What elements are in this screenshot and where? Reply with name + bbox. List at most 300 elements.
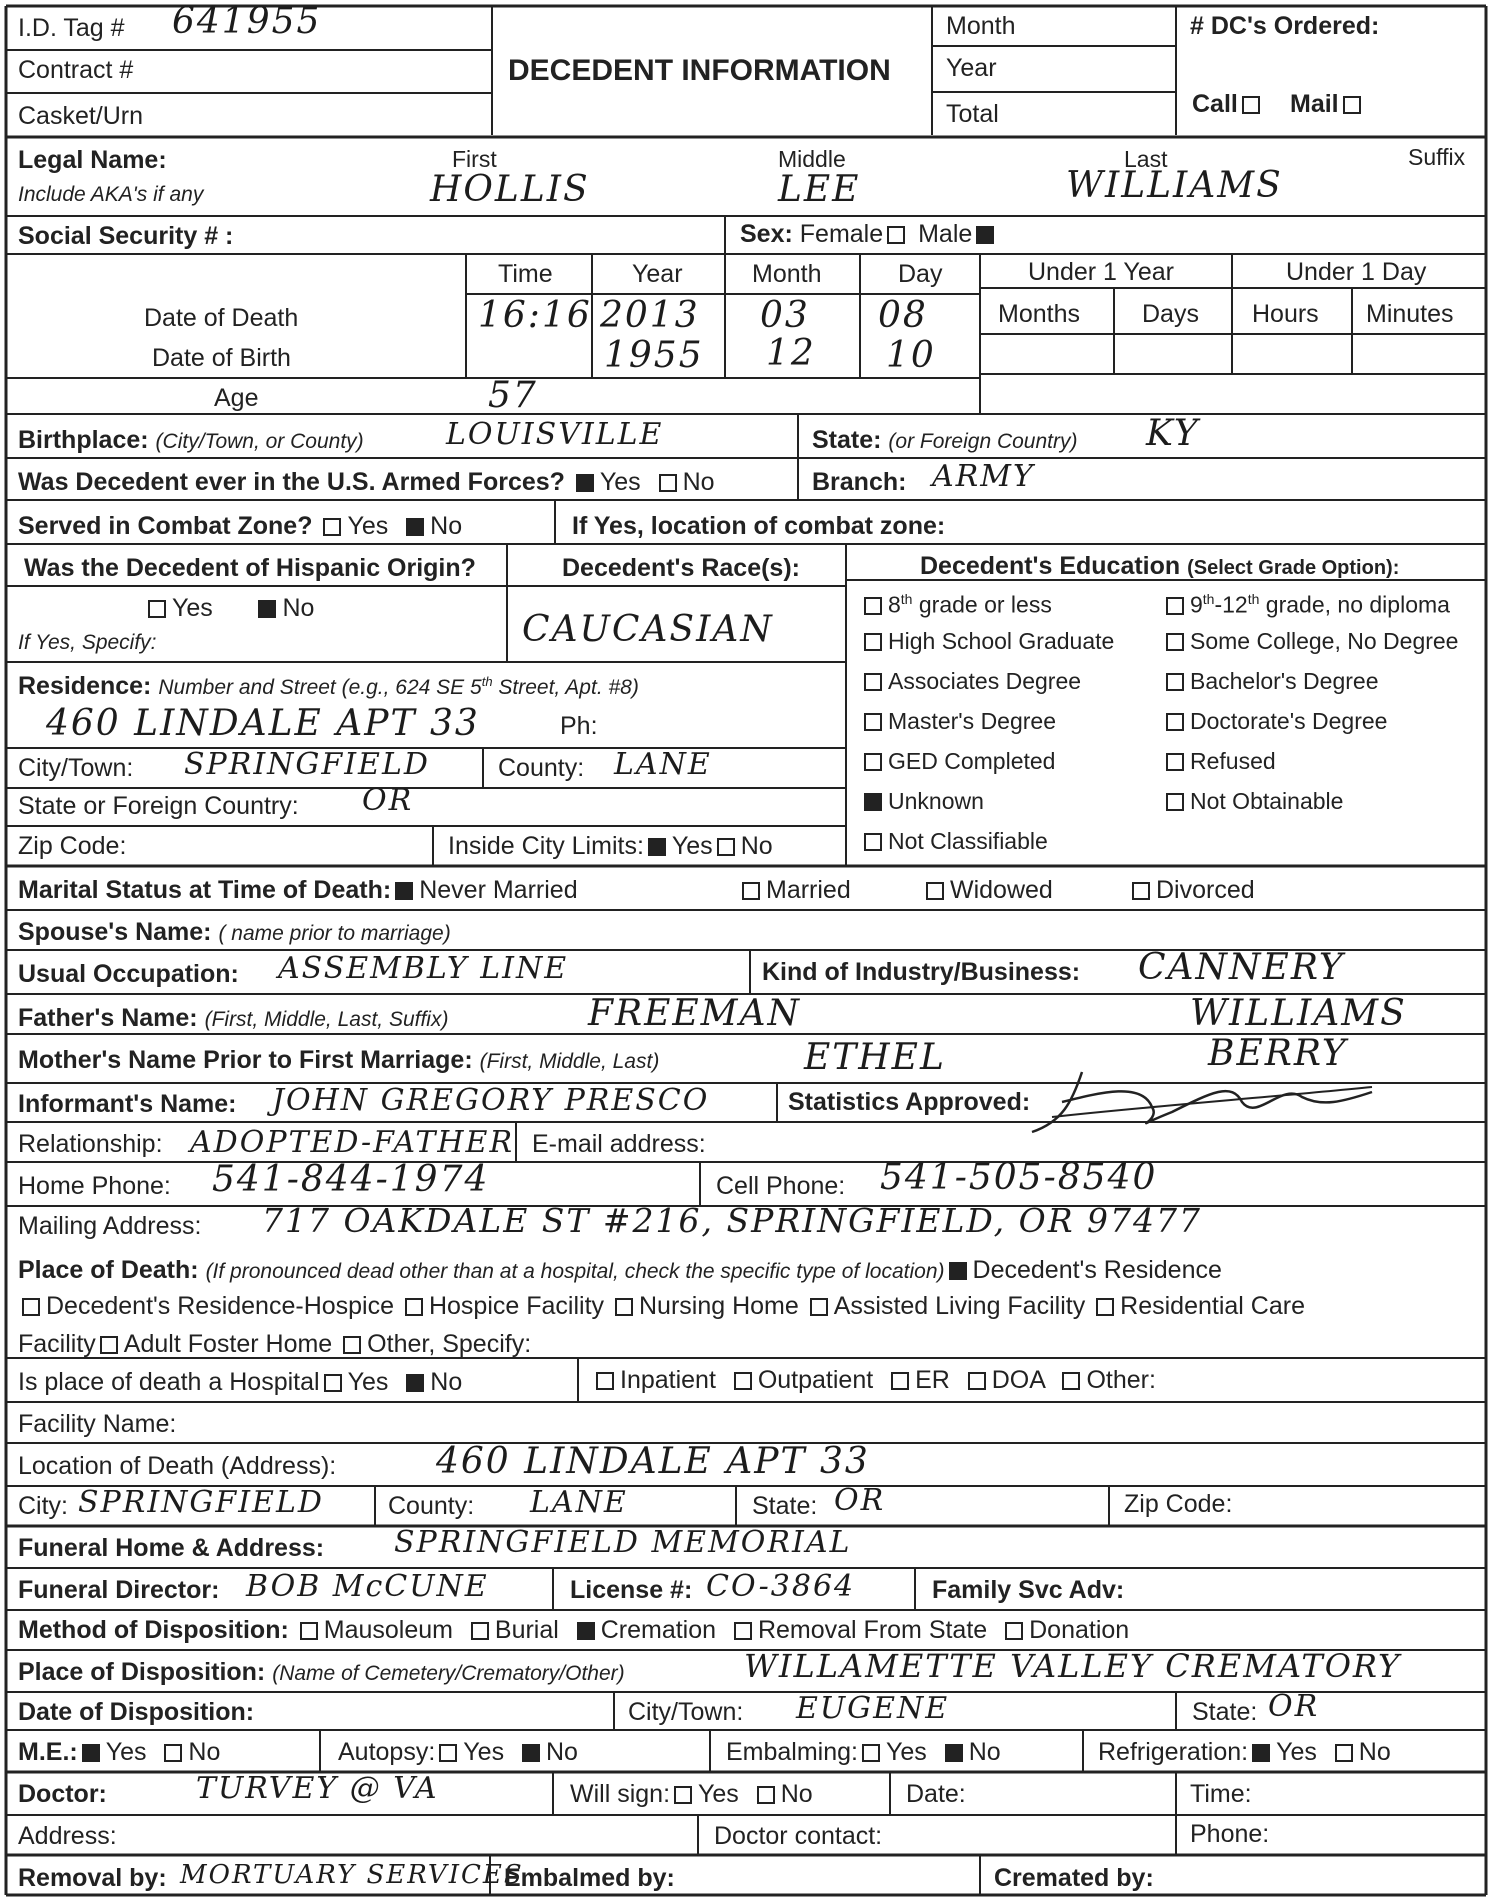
- hospital-no-label: No: [430, 1368, 463, 1396]
- disposition-city-value[interactable]: EUGENE: [796, 1691, 950, 1726]
- death-year-value[interactable]: 2013: [600, 295, 700, 336]
- edu-not-classifiable-checkbox[interactable]: [864, 833, 882, 851]
- autopsy-no-label: No: [545, 1738, 578, 1766]
- aka-note: Include AKA's if any: [18, 183, 204, 206]
- widowed-label: Widowed: [950, 876, 1053, 904]
- cremation-checkbox[interactable]: [577, 1622, 595, 1640]
- widowed-checkbox[interactable]: [926, 882, 944, 900]
- father-label: Father's Name:: [18, 1004, 198, 1032]
- edu-masters[interactable]: [860, 710, 1056, 733]
- birthplace-value[interactable]: LOUISVILLE: [446, 417, 664, 452]
- will-sign-field: [570, 1782, 813, 1807]
- refrigeration-yes-label: Yes: [1276, 1738, 1317, 1766]
- cremated-by-label: Cremated by:: [994, 1864, 1154, 1892]
- disposition-method-field: [18, 1618, 1129, 1643]
- combat-yes-label: Yes: [347, 512, 389, 540]
- will-sign-yes-checkbox[interactable]: [674, 1786, 692, 1804]
- branch-label: Branch:: [812, 468, 907, 496]
- relationship-value[interactable]: ADOPTED-FATHER: [190, 1125, 515, 1160]
- refrigeration-yes-checkbox[interactable]: [1252, 1744, 1270, 1762]
- month-header: Month: [752, 260, 822, 288]
- edu-unknown-checkbox[interactable]: [864, 793, 882, 811]
- edu-9-12-checkbox[interactable]: [1166, 597, 1184, 615]
- edu-8th-grade[interactable]: [860, 592, 1052, 617]
- edu-refused[interactable]: [1162, 750, 1276, 773]
- embalming-yes-label: Yes: [886, 1738, 927, 1766]
- edu-8th-num: 8: [888, 591, 901, 618]
- embalming-no-checkbox[interactable]: [945, 1744, 963, 1762]
- informant-value[interactable]: JOHN GREGORY PRESCO: [272, 1083, 710, 1118]
- residence-note: [158, 676, 639, 699]
- education-note: (Select Grade Option):: [1187, 557, 1400, 579]
- place-of-death-field: [18, 1258, 1222, 1283]
- mail-label: Mail: [1290, 90, 1339, 118]
- hispanic-yes-checkbox[interactable]: [148, 600, 166, 618]
- edu-not-classifiable[interactable]: [860, 830, 1048, 853]
- residence-street-value[interactable]: 460 LINDALE APT 33: [46, 703, 480, 744]
- hispanic-no-label: No: [282, 594, 315, 622]
- edu-associates-checkbox[interactable]: [864, 673, 882, 691]
- id-tag-label: I.D. Tag #: [18, 14, 125, 42]
- never-married-checkbox[interactable]: [395, 882, 413, 900]
- residence-phone-label: Ph:: [560, 712, 598, 740]
- combat-field: [18, 514, 462, 539]
- residence-zip-label: Zip Code:: [18, 832, 127, 860]
- spouse-field: [18, 920, 451, 945]
- cell-phone-label: Cell Phone:: [716, 1172, 846, 1200]
- edu-12-num: -12: [1214, 591, 1248, 618]
- race-label: Decedent's Race(s):: [562, 554, 800, 582]
- father-field: [18, 1006, 448, 1031]
- branch-value[interactable]: ARMY: [932, 459, 1035, 494]
- burial-label: Burial: [494, 1616, 559, 1644]
- mother-last-value[interactable]: BERRY: [1208, 1033, 1348, 1074]
- disposition-state-value[interactable]: OR: [1268, 1689, 1320, 1724]
- edu-8th-sup: th: [900, 591, 913, 607]
- birth-month-value[interactable]: 12: [766, 333, 816, 374]
- birthplace-field: [18, 428, 364, 453]
- removal-from-state-checkbox[interactable]: [734, 1622, 752, 1640]
- residence-field: [18, 674, 639, 699]
- casket-label: Casket/Urn: [18, 102, 144, 130]
- edu-refused-label: Refused: [1190, 748, 1276, 774]
- doctor-contact-label: Doctor contact:: [714, 1822, 883, 1850]
- married-checkbox[interactable]: [742, 882, 760, 900]
- armed-forces-question: Was Decedent ever in the U.S. Armed Forces?: [18, 468, 565, 496]
- adult-foster-label: Adult Foster Home: [123, 1330, 333, 1358]
- mailing-address-value[interactable]: 717 OAKDALE ST #216, SPRINGFIELD, OR 97477: [262, 1201, 1203, 1240]
- married-option[interactable]: [738, 878, 851, 903]
- father-last-value[interactable]: WILLIAMS: [1190, 993, 1407, 1034]
- disposition-city-label: City/Town:: [628, 1698, 744, 1726]
- assisted-living-label: Assisted Living Facility: [833, 1292, 1086, 1320]
- birth-state-label: State:: [812, 426, 882, 454]
- edu-unknown[interactable]: [860, 790, 984, 813]
- female-label: Female: [799, 220, 884, 248]
- autopsy-label: Autopsy:: [338, 1738, 436, 1766]
- doctor-label: Doctor:: [18, 1780, 107, 1808]
- autopsy-yes-label: Yes: [463, 1738, 505, 1766]
- middle-name-value[interactable]: LEE: [778, 169, 861, 210]
- disposition-place-note: (Name of Cemetery/Crematory/Other): [272, 1662, 625, 1685]
- location-city-value[interactable]: SPRINGFIELD: [78, 1485, 324, 1520]
- refrigeration-label: Refrigeration:: [1098, 1738, 1249, 1766]
- edu-9-num: 9: [1190, 591, 1203, 618]
- residential-care-label: Residential Care: [1120, 1292, 1305, 1320]
- edu-ged-checkbox[interactable]: [864, 753, 882, 771]
- location-of-death-label: Location of Death (Address):: [18, 1452, 337, 1480]
- nursing-home-label: Nursing Home: [638, 1292, 799, 1320]
- death-time-value[interactable]: 16:16: [478, 295, 592, 336]
- informant-label: Informant's Name:: [18, 1090, 237, 1118]
- edu-doctorate[interactable]: [1162, 710, 1387, 733]
- year-label: Year: [946, 54, 997, 82]
- embalmed-by-label: Embalmed by:: [504, 1864, 675, 1892]
- id-tag-value[interactable]: 641955: [172, 1, 322, 42]
- armed-yes-checkbox[interactable]: [576, 474, 594, 492]
- minutes-header: Minutes: [1366, 300, 1454, 328]
- call-option[interactable]: [1192, 92, 1266, 117]
- widowed-option[interactable]: [922, 878, 1053, 903]
- residence-note-sup: th: [481, 674, 493, 689]
- statistics-approved-label: Statistics Approved:: [788, 1088, 1031, 1116]
- armed-no-checkbox[interactable]: [659, 474, 677, 492]
- call-label: Call: [1192, 90, 1238, 118]
- doctor-date-label: Date:: [906, 1780, 966, 1808]
- edu-masters-label: Master's Degree: [888, 708, 1057, 734]
- me-no-checkbox[interactable]: [164, 1744, 182, 1762]
- armed-yes-label: Yes: [599, 468, 641, 496]
- other-specify-label: Other, Specify:: [367, 1330, 532, 1358]
- hours-header: Hours: [1252, 300, 1319, 328]
- location-city-label: City:: [18, 1492, 68, 1520]
- edu-ged-label: GED Completed: [888, 748, 1056, 774]
- location-state-value[interactable]: OR: [834, 1483, 886, 1518]
- first-name-value[interactable]: HOLLIS: [430, 169, 590, 210]
- donation-label: Donation: [1029, 1616, 1130, 1644]
- city-limits-no-checkbox[interactable]: [717, 838, 735, 856]
- email-label: E-mail address:: [532, 1130, 706, 1158]
- hospital-no-checkbox[interactable]: [406, 1374, 424, 1392]
- birth-state-note: (or Foreign Country): [888, 430, 1078, 453]
- father-note: (First, Middle, Last, Suffix): [204, 1008, 449, 1031]
- residence-city-value[interactable]: SPRINGFIELD: [184, 747, 430, 782]
- hispanic-specify: If Yes, Specify:: [18, 631, 157, 654]
- occupation-label: Usual Occupation:: [18, 960, 239, 988]
- autopsy-field: [338, 1740, 578, 1765]
- hospice-facility-checkbox[interactable]: [405, 1298, 423, 1316]
- middle-name-label: Middle: [778, 146, 846, 172]
- other-specify-checkbox[interactable]: [343, 1336, 361, 1354]
- residence-city-label: City/Town:: [18, 754, 134, 782]
- location-county-label: County:: [388, 1492, 475, 1520]
- call-checkbox[interactable]: [1242, 96, 1260, 114]
- never-married-label: Never Married: [419, 876, 578, 904]
- assisted-living-checkbox[interactable]: [810, 1298, 828, 1316]
- birthplace-label: Birthplace:: [18, 426, 149, 454]
- under-1-year-header: Under 1 Year: [1028, 258, 1174, 286]
- hospital-yes-label: Yes: [347, 1368, 389, 1396]
- other-hospital-label: Other:: [1086, 1366, 1156, 1394]
- inpatient-checkbox[interactable]: [596, 1372, 614, 1390]
- residence-county-value[interactable]: LANE: [614, 747, 712, 782]
- edu-not-obtainable-checkbox[interactable]: [1166, 793, 1184, 811]
- ssn-label: Social Security # :: [18, 222, 234, 250]
- edu-9-12-text: grade, no diploma: [1259, 591, 1450, 618]
- statistics-signature-image: [1022, 1062, 1382, 1142]
- autopsy-yes-checkbox[interactable]: [439, 1744, 457, 1762]
- legal-name-label: Legal Name:: [18, 146, 167, 174]
- hispanic-no-checkbox[interactable]: [258, 600, 276, 618]
- hospital-field: [18, 1370, 462, 1395]
- embalming-label: Embalming:: [726, 1738, 858, 1766]
- edu-refused-checkbox[interactable]: [1166, 753, 1184, 771]
- outpatient-label: Outpatient: [757, 1366, 874, 1394]
- refrigeration-field: [1098, 1740, 1391, 1765]
- last-name-value[interactable]: WILLIAMS: [1066, 165, 1283, 206]
- will-sign-no-checkbox[interactable]: [757, 1786, 775, 1804]
- edu-some-college[interactable]: [1162, 630, 1458, 653]
- funeral-director-label: Funeral Director:: [18, 1576, 220, 1604]
- place-of-death-options: [18, 1294, 1305, 1319]
- edu-9-sup: th: [1202, 591, 1215, 607]
- edu-associates[interactable]: [860, 670, 1081, 693]
- burial-checkbox[interactable]: [471, 1622, 489, 1640]
- disposition-method-label: Method of Disposition:: [18, 1616, 289, 1644]
- location-state-label: State:: [752, 1492, 818, 1520]
- doa-label: DOA: [991, 1366, 1045, 1394]
- armed-forces-field: [18, 470, 715, 495]
- adult-foster-checkbox[interactable]: [100, 1336, 118, 1354]
- birth-year-value[interactable]: 1955: [604, 335, 704, 376]
- residence-label: Residence:: [18, 672, 152, 700]
- edu-masters-checkbox[interactable]: [864, 713, 882, 731]
- married-label: Married: [766, 876, 851, 904]
- me-field: [18, 1740, 220, 1765]
- er-checkbox[interactable]: [891, 1372, 909, 1390]
- decedent-residence-checkbox[interactable]: [949, 1262, 967, 1280]
- under-1-day-header: Under 1 Day: [1286, 258, 1427, 286]
- disposition-place-field: [18, 1660, 625, 1685]
- home-phone-value[interactable]: 541-844-1974: [212, 1159, 490, 1200]
- death-month-value[interactable]: 03: [760, 295, 810, 336]
- residence-hospice-label: Decedent's Residence-Hospice: [46, 1292, 395, 1320]
- funeral-home-value[interactable]: SPRINGFIELD MEMORIAL: [394, 1525, 852, 1560]
- city-limits-label: Inside City Limits:: [448, 832, 644, 860]
- removal-from-state-label: Removal From State: [757, 1616, 988, 1644]
- refrigeration-no-checkbox[interactable]: [1335, 1744, 1353, 1762]
- last-name-label: Last: [1124, 146, 1168, 172]
- education-heading: [920, 554, 1399, 579]
- sex-field: [740, 222, 1000, 247]
- edu-not-obtainable-label: Not Obtainable: [1190, 788, 1344, 814]
- combat-no-label: No: [430, 512, 463, 540]
- edu-12-sup: th: [1247, 591, 1260, 607]
- age-value[interactable]: 57: [488, 375, 538, 416]
- relationship-label: Relationship:: [18, 1130, 163, 1158]
- age-label: Age: [214, 384, 259, 412]
- residence-state-label: State or Foreign Country:: [18, 792, 299, 820]
- suffix-label: Suffix: [1408, 144, 1466, 170]
- marital-label: Marital Status at Time of Death:: [18, 876, 392, 904]
- divorced-checkbox[interactable]: [1132, 882, 1150, 900]
- father-first-value[interactable]: FREEMAN: [588, 993, 802, 1034]
- edu-some-college-checkbox[interactable]: [1166, 633, 1184, 651]
- embalming-no-label: No: [968, 1738, 1001, 1766]
- facility-word: Facility: [18, 1330, 96, 1358]
- disposition-date-label: Date of Disposition:: [18, 1698, 255, 1726]
- will-sign-label: Will sign:: [570, 1780, 671, 1808]
- year-header: Year: [632, 260, 683, 288]
- divorced-option[interactable]: [1128, 878, 1255, 903]
- birth-state-value[interactable]: KY: [1146, 413, 1200, 454]
- birth-day-value[interactable]: 10: [886, 335, 936, 376]
- sex-label: Sex:: [740, 220, 793, 248]
- hispanic-options: [144, 596, 314, 621]
- edu-some-college-label: Some College, No Degree: [1190, 628, 1459, 654]
- mausoleum-label: Mausoleum: [323, 1616, 453, 1644]
- doctor-time-label: Time:: [1190, 1780, 1252, 1808]
- edu-bachelors-checkbox[interactable]: [1166, 673, 1184, 691]
- edu-doctorate-label: Doctorate's Degree: [1190, 708, 1388, 734]
- me-yes-label: Yes: [105, 1738, 147, 1766]
- edu-unknown-label: Unknown: [888, 788, 984, 814]
- funeral-director-value[interactable]: BOB McCUNE: [246, 1569, 489, 1604]
- removal-by-label: Removal by:: [18, 1864, 167, 1892]
- combat-question: Served in Combat Zone?: [18, 512, 313, 540]
- female-checkbox[interactable]: [887, 226, 905, 244]
- occupation-value[interactable]: ASSEMBLY LINE: [278, 951, 569, 986]
- facility-name-label: Facility Name:: [18, 1410, 177, 1438]
- dc-ordered-label: # DC's Ordered:: [1190, 12, 1380, 40]
- me-no-label: No: [188, 1738, 221, 1766]
- date-of-death-label: Date of Death: [144, 304, 299, 332]
- mail-option[interactable]: [1290, 92, 1367, 117]
- combat-no-checkbox[interactable]: [406, 518, 424, 536]
- license-value[interactable]: CO-3864: [706, 1569, 856, 1604]
- months-header: Months: [998, 300, 1080, 328]
- contract-label: Contract #: [18, 56, 134, 84]
- decedent-residence-label: Decedent's Residence: [972, 1256, 1222, 1284]
- disposition-place-value[interactable]: WILLAMETTE VALLEY CREMATORY: [744, 1647, 1402, 1685]
- city-limits-yes-checkbox[interactable]: [648, 838, 666, 856]
- edu-9-12-grade[interactable]: [1162, 592, 1450, 617]
- embalming-yes-checkbox[interactable]: [862, 1744, 880, 1762]
- city-limits-field: [448, 834, 773, 859]
- other-hospital-checkbox[interactable]: [1062, 1372, 1080, 1390]
- inpatient-label: Inpatient: [620, 1366, 716, 1394]
- mailing-address-label: Mailing Address:: [18, 1212, 202, 1240]
- hospice-facility-label: Hospice Facility: [428, 1292, 605, 1320]
- mausoleum-checkbox[interactable]: [300, 1622, 318, 1640]
- combat-location-label: If Yes, location of combat zone:: [572, 512, 946, 540]
- total-label: Total: [946, 100, 999, 128]
- edu-bachelors[interactable]: [1162, 670, 1379, 693]
- me-label: M.E.:: [18, 1738, 78, 1766]
- mail-checkbox[interactable]: [1343, 96, 1361, 114]
- will-sign-no-label: No: [780, 1780, 813, 1808]
- nursing-home-checkbox[interactable]: [615, 1298, 633, 1316]
- outpatient-checkbox[interactable]: [734, 1372, 752, 1390]
- spouse-note: ( name prior to marriage): [218, 922, 451, 945]
- edu-not-obtainable[interactable]: [1162, 790, 1343, 813]
- edu-associates-label: Associates Degree: [888, 668, 1082, 694]
- hospital-type-options: [592, 1368, 1156, 1393]
- doctor-address-label: Address:: [18, 1822, 117, 1850]
- birth-state-field: [812, 428, 1077, 453]
- city-limits-yes-label: Yes: [671, 832, 713, 860]
- marital-field: [18, 878, 578, 903]
- place-of-death-label: Place of Death:: [18, 1256, 199, 1284]
- armed-no-label: No: [682, 468, 715, 496]
- edu-high-school-checkbox[interactable]: [864, 633, 882, 651]
- time-header: Time: [498, 260, 553, 288]
- me-yes-checkbox[interactable]: [82, 1744, 100, 1762]
- education-title: Decedent's Education: [920, 552, 1181, 580]
- doa-checkbox[interactable]: [968, 1372, 986, 1390]
- day-header: Day: [898, 260, 943, 288]
- edu-high-school-label: High School Graduate: [888, 628, 1115, 654]
- hispanic-yes-label: Yes: [172, 594, 213, 622]
- death-day-value[interactable]: 08: [878, 295, 928, 336]
- home-phone-label: Home Phone:: [18, 1172, 171, 1200]
- edu-doctorate-checkbox[interactable]: [1166, 713, 1184, 731]
- location-county-value[interactable]: LANE: [530, 1485, 628, 1520]
- doctor-phone-label: Phone:: [1190, 1820, 1270, 1848]
- date-of-birth-label: Date of Birth: [152, 344, 291, 372]
- family-svc-adv-label: Family Svc Adv:: [932, 1576, 1125, 1604]
- combat-yes-checkbox[interactable]: [323, 518, 341, 536]
- edu-8th-grade-checkbox[interactable]: [864, 597, 882, 615]
- spouse-label: Spouse's Name:: [18, 918, 212, 946]
- male-label: Male: [918, 220, 973, 248]
- race-value[interactable]: CAUCASIAN: [522, 609, 774, 650]
- cremation-label: Cremation: [600, 1616, 717, 1644]
- hospital-yes-checkbox[interactable]: [324, 1374, 342, 1392]
- industry-label: Kind of Industry/Business:: [762, 958, 1081, 986]
- refrigeration-no-label: No: [1358, 1738, 1391, 1766]
- residential-care-checkbox[interactable]: [1096, 1298, 1114, 1316]
- edu-not-classifiable-label: Not Classifiable: [888, 828, 1048, 854]
- form-title: DECEDENT INFORMATION: [508, 54, 891, 87]
- residence-note-a: Number and Street (e.g., 624 SE 5: [158, 676, 482, 699]
- edu-8th-text: grade or less: [912, 591, 1052, 618]
- edu-high-school[interactable]: [860, 630, 1114, 653]
- first-name-label: First: [452, 146, 497, 172]
- autopsy-no-checkbox[interactable]: [522, 1744, 540, 1762]
- doctor-value[interactable]: TURVEY @ VA: [196, 1771, 439, 1806]
- edu-ged[interactable]: [860, 750, 1055, 773]
- removal-by-value[interactable]: MORTUARY SERVICES: [180, 1860, 524, 1890]
- mother-label: Mother's Name Prior to First Marriage:: [18, 1046, 473, 1074]
- industry-value[interactable]: CANNERY: [1138, 947, 1345, 988]
- city-limits-no-label: No: [740, 832, 773, 860]
- residence-state-value[interactable]: OR: [362, 783, 414, 818]
- month-label: Month: [946, 12, 1016, 40]
- donation-checkbox[interactable]: [1005, 1622, 1023, 1640]
- place-of-death-note: (If pronounced dead other than at a hospital, check the specific type of location): [205, 1260, 945, 1283]
- residence-hospice-checkbox[interactable]: [22, 1298, 40, 1316]
- edu-bachelors-label: Bachelor's Degree: [1190, 668, 1379, 694]
- mother-first-value[interactable]: ETHEL: [804, 1037, 946, 1078]
- hospital-label: Is place of death a Hospital: [18, 1368, 320, 1396]
- license-label: License #:: [570, 1576, 693, 1604]
- disposition-state-label: State:: [1192, 1698, 1258, 1726]
- location-of-death-value[interactable]: 460 LINDALE APT 33: [436, 1441, 870, 1482]
- male-checkbox[interactable]: [976, 226, 994, 244]
- embalming-field: [726, 1740, 1001, 1765]
- cell-phone-value[interactable]: 541-505-8540: [880, 1157, 1158, 1198]
